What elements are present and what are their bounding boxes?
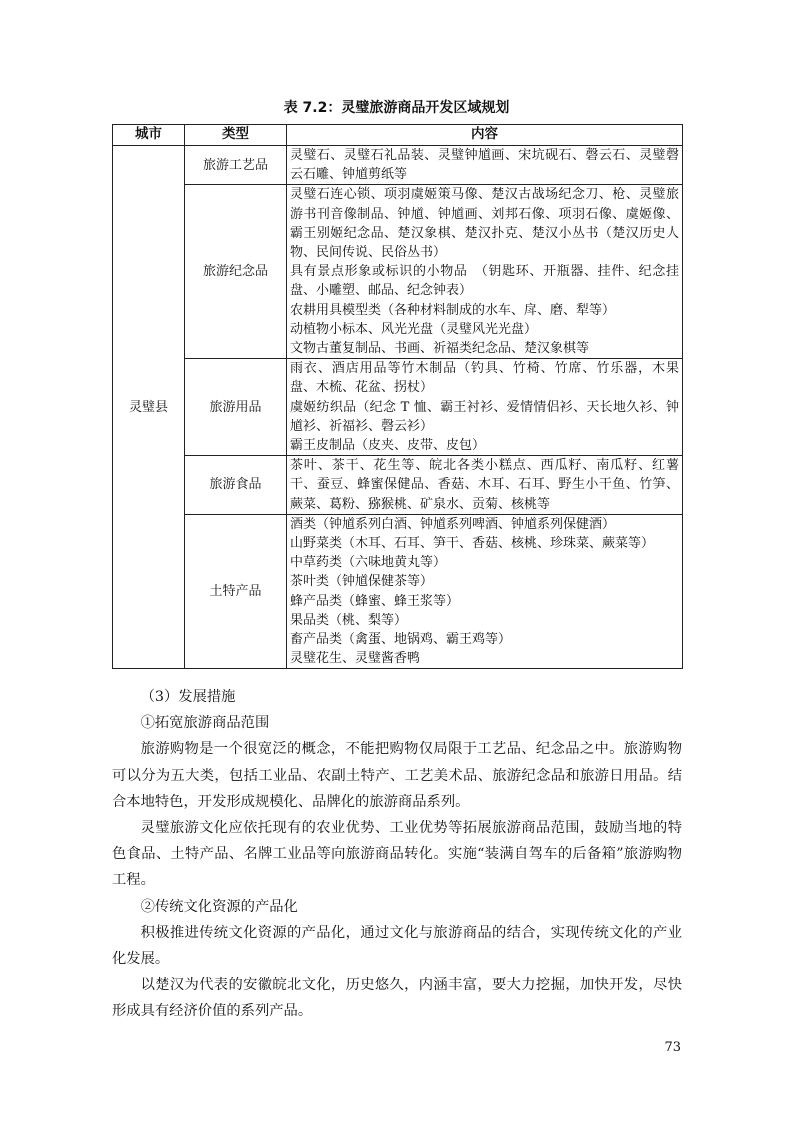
content-line: 畜产品类（禽蛋、地锅鸡、霸王鸡等） [290,632,512,648]
type-cell: 旅游纪念品 [185,185,287,359]
content-line: 动植物小标本、风光光盘（灵璧风光光盘） [290,321,538,337]
content-line: 文物古董复制品、书画、祈福类纪念品、楚汉象棋等 [290,341,590,357]
development-plan-table [112,124,683,669]
subsection-heading: ①拓宽旅游商品范围 [140,715,270,732]
content-line: 虞姬纺织品（纪念 T 恤、霸王衬衫、爱情情侣衫、天长地久衫、钟馗衫、祈福衫、磬云衫） [290,399,679,434]
header-type: 类型 [185,125,287,146]
content-line: 山野菜类（木耳、石耳、笋干、香菇、核桃、珍珠菜、蕨菜等） [290,536,655,552]
header-content: 内容 [287,125,683,146]
content-cell [287,456,683,515]
table-caption: 表 7.2：灵璧旅游商品开发区域规划 [283,100,510,116]
type-cell: 旅游用品 [185,359,287,456]
content-line: 灵璧石连心锁、项羽虞姬策马像、楚汉古战场纪念刀、枪、灵璧旅游书刊音像制品、钟馗、钟馗画、刘邦石像、项羽石像、虞姬像、霸王别姬纪念品、楚汉象棋、楚汉扑克、楚汉小丛书（楚汉历史人物、民间传说、民俗丛书） [290,187,679,261]
city-cell: 灵璧县 [113,146,185,669]
table-header-row [113,125,683,146]
content-line: 霸王皮制品（皮夹、皮带、皮包） [290,438,486,454]
content-line: 茶叶类（钟馗保健茶等） [290,574,434,590]
section-heading: （3）发展措施 [140,689,236,705]
paragraph: 旅游购物是一个很宽泛的概念，不能把购物仅局限于工艺品、纪念品之中。旅游购物可以分为五大类，包括工业品、农副土特产、工艺美术品、旅游纪念品和旅游日用品。结合本地特色，开发形成规模化、品牌化的旅游商品系列。 [112,741,682,810]
paragraph: 积极推进传统文化资源的产品化，通过文化与旅游商品的结合，实现传统文化的产业化发展。 [112,924,682,968]
content-line: 灵璧花生、灵璧酱香鸭 [290,651,421,667]
content-line: 酒类（钟馗系列白酒、钟馗系列啤酒、钟馗系列保健酒） [290,516,616,532]
content-cell [287,514,683,669]
type-cell: 旅游工艺品 [185,146,287,185]
content-line: 蜂产品类（蜂蜜、蜂王浆等） [290,593,460,609]
type-cell: 土特产品 [185,514,287,669]
content-cell [287,185,683,359]
body-text [112,684,682,1025]
page-number: 73 [664,1040,681,1055]
table-row [113,146,683,185]
content-cell [287,146,683,185]
content-cell [287,359,683,456]
header-city: 城市 [113,125,185,146]
paragraph: 以楚汉为代表的安徽皖北文化，历史悠久，内涵丰富，要大力挖掘，加快开发，尽快形成具有经济价值的系列产品。 [112,977,682,1020]
content-line: 具有景点形象或标识的小物品 （钥匙环、开瓶器、挂件、纪念挂盘、小雕塑、邮品、纪念钟表） [290,264,679,299]
table-row [113,456,683,515]
content-line: 果品类（桃、梨等） [290,612,408,628]
table-row [113,514,683,669]
content-line: 茶叶、茶干、花生等、皖北各类小糕点、西瓜籽、南瓜籽、红薯干、蚕豆、蜂蜜保健品、香菇、木耳、石耳、野生小干鱼、竹笋、蕨菜、葛粉、猕猴桃、矿泉水、贡菊、核桃等 [290,458,679,512]
content-line: 灵璧石、灵璧石礼品装、灵璧钟馗画、宋坑砚石、磬云石、灵璧磬云石雕、钟馗剪纸等 [290,148,679,183]
subsection-heading: ②传统文化资源的产品化 [140,898,298,915]
table-row [113,359,683,456]
table-row [113,185,683,359]
content-line: 雨衣、酒店用品等竹木制品（钓具、竹椅、竹席、竹乐器，木果盘、木梳、花盆、拐杖） [290,361,679,396]
paragraph: 灵璧旅游文化应依托现有的农业优势、工业优势等拓展旅游商品范围，鼓励当地的特色食品、土特产品、名牌工业品等向旅游商品转化。实施“装满自驾车的后备箱”旅游购物工程。 [112,820,682,889]
type-cell: 旅游食品 [185,456,287,515]
content-line: 中草药类（六味地黄丸等） [290,555,447,571]
content-line: 农耕用具模型类（各种材料制成的水车、戽、磨、犁等） [290,302,616,318]
